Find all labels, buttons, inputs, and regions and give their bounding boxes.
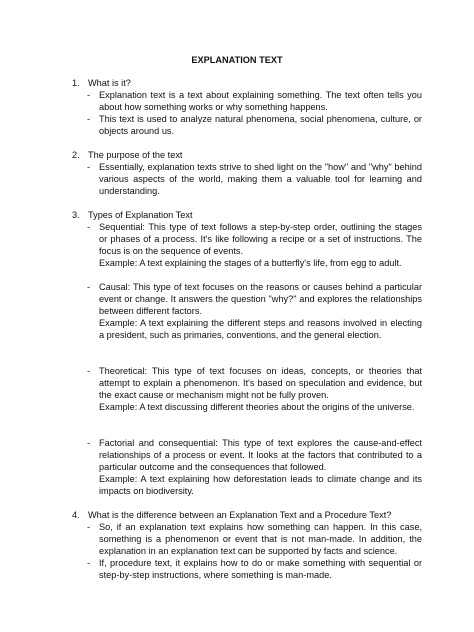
section-number: 1. bbox=[72, 78, 80, 88]
list-item bbox=[87, 437, 422, 497]
example-text: Example: A text explaining how deforestation leads to climate change and its impacts on biodiversity. bbox=[99, 474, 422, 496]
list-item bbox=[87, 161, 422, 197]
list-item-text: This text is used to analyze natural phenomena, social phenomena, culture, or objects around us. bbox=[99, 114, 422, 136]
list-item bbox=[87, 557, 422, 581]
example-text: Example: A text discussing different theories about the origins of the universe. bbox=[99, 402, 415, 412]
list-item-text: Explanation text is a text about explaining something. The text often tells you about how something works or why something happens. bbox=[99, 90, 422, 112]
list-item-text: If, procedure text, it explains how to do or make something with sequential or step-by-step instructions, where something is man-made. bbox=[99, 558, 422, 580]
list-item bbox=[87, 89, 422, 113]
section-heading bbox=[72, 209, 422, 221]
dash-bullet-icon: - bbox=[87, 438, 91, 448]
list-item-text: Sequential: This type of text follows a step-by-step order, outlining the stages or phases of a process. It's like following a recipe or a set of instructions. The focus is on the sequence of events. bbox=[99, 222, 422, 256]
section-number: 4. bbox=[72, 510, 80, 520]
example-text: Example: A text explaining the different steps and reasons involved in electing a president, such as primaries, conventions, and the general election. bbox=[99, 318, 422, 340]
dash-bullet-icon: - bbox=[87, 162, 91, 172]
page-title: EXPLANATION TEXT bbox=[191, 55, 283, 65]
dash-bullet-icon: - bbox=[87, 282, 91, 292]
list-item-text: Factorial and consequential: This type of text explores the cause-and-effect relationships of a process or event. It looks at the factors that contributed to a particular outcome and the consequences that followed. bbox=[99, 438, 422, 472]
dash-bullet-icon: - bbox=[87, 114, 91, 124]
section-number: 3. bbox=[72, 210, 80, 220]
list-item bbox=[87, 365, 422, 413]
section-heading bbox=[72, 149, 422, 161]
dash-bullet-icon: - bbox=[87, 558, 91, 568]
list-item bbox=[87, 281, 422, 341]
section-number: 2. bbox=[72, 150, 80, 160]
section-heading-text: What is the difference between an Explanation Text and a Procedure Text? bbox=[88, 510, 392, 520]
list-item-text: Essentially, explanation texts strive to shed light on the "how" and "why" behind various aspects of the world, making them a valuable tool for learning and understanding. bbox=[99, 162, 422, 196]
list-item bbox=[87, 113, 422, 137]
dash-bullet-icon: - bbox=[87, 522, 91, 532]
section-heading bbox=[72, 509, 422, 521]
section-heading-text: What is it? bbox=[88, 78, 131, 88]
list-item-text: Causal: This type of text focuses on the reasons or causes behind a particular event or change. It answers the question "why?" and explores the relationships between different factors. bbox=[99, 282, 422, 316]
dash-bullet-icon: - bbox=[87, 366, 91, 376]
dash-bullet-icon: - bbox=[87, 222, 91, 232]
list-item-text: So, if an explanation text explains how something can happen. In this case, something is a phenomenon or event that is not man-made. In addition, the explanation in an explanation text can be supported by facts and science. bbox=[99, 522, 422, 556]
dash-bullet-icon: - bbox=[87, 90, 91, 100]
list-item-text: Theoretical: This type of text focuses on ideas, concepts, or theories that attempt to explain a phenomenon. It's based on speculation and evidence, but the exact cause or mechanism might not be fully proven. bbox=[99, 366, 422, 400]
section-heading bbox=[72, 77, 422, 89]
section-heading-text: Types of Explanation Text bbox=[88, 210, 193, 220]
example-text: Example: A text explaining the stages of a butterfly's life, from egg to adult. bbox=[99, 258, 402, 268]
section-heading-text: The purpose of the text bbox=[88, 150, 183, 160]
list-item bbox=[87, 221, 422, 269]
list-item bbox=[87, 521, 422, 557]
